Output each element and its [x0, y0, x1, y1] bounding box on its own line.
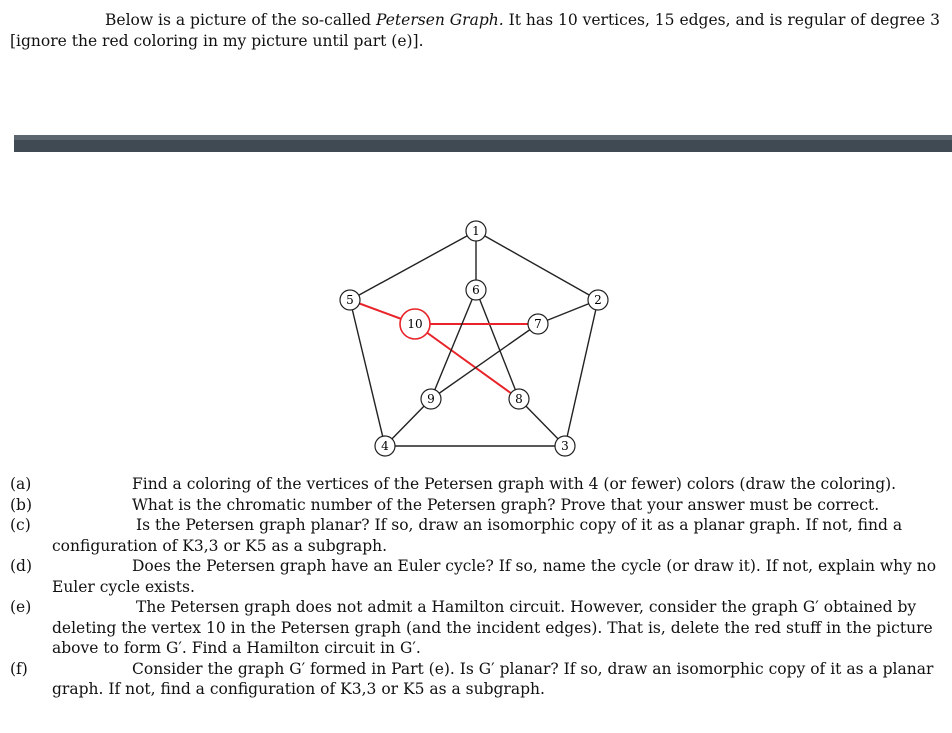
vertex-4: [375, 436, 395, 456]
problem-label: (a): [10, 475, 32, 493]
vertex-label: 1: [472, 224, 480, 238]
problem-text: Consider the graph G′ formed in Part (e). Is G′ planar? If so, draw an isomorphic copy of it as a planar: [132, 659, 934, 678]
intro-italic: Petersen Graph.: [376, 11, 504, 29]
problem-label: (c): [10, 516, 31, 534]
problem-f: [10, 659, 940, 680]
vertex-7: [528, 314, 548, 334]
edge-8-10: [415, 324, 519, 399]
vertex-label: 6: [472, 283, 480, 297]
problem-d-cont: [10, 577, 940, 598]
vertex-6: [466, 280, 486, 300]
problem-text: deleting the vertex 10 in the Petersen graph (and the incident edges). That is, delete the red stuff in the picture: [52, 618, 933, 637]
edge-1-2: [476, 231, 598, 300]
vertex-label: 7: [534, 317, 542, 331]
vertex-10: [400, 309, 430, 339]
problem-text: What is the chromatic number of the Petersen graph? Prove that your answer must be correct.: [132, 495, 880, 514]
intro-text: Below is a picture of the so-called: [105, 11, 377, 29]
vertex-label: 8: [515, 392, 523, 406]
vertex-label: 2: [594, 293, 602, 307]
problem-text: Does the Petersen graph have an Euler cycle? If so, name the cycle (or draw it). If not, explain why no: [132, 557, 937, 575]
problem-c: [10, 515, 940, 536]
vertex-5: [340, 290, 360, 310]
problem-e-cont-1: [10, 618, 940, 639]
problem-a: [10, 474, 940, 495]
vertex-1: [466, 221, 486, 241]
problem-list: [10, 474, 940, 700]
problem-label: (e): [10, 598, 32, 616]
vertex-3: [555, 436, 575, 456]
problem-e: [10, 597, 940, 618]
problem-d: [10, 556, 940, 577]
problem-label: (d): [10, 557, 33, 575]
vertex-8: [509, 389, 529, 409]
problem-text: configuration of K3,3 or K5 as a subgraph.: [52, 536, 388, 555]
problem-text: Euler cycle exists.: [52, 577, 195, 596]
graph-vertices: [340, 221, 608, 456]
vertex-2: [588, 290, 608, 310]
vertex-9: [421, 389, 441, 409]
graph-edges: [350, 231, 598, 446]
problem-text: graph. If not, find a configuration of K3,3 or K5 as a subgraph.: [52, 680, 545, 698]
problem-text: Is the Petersen graph planar? If so, draw an isomorphic copy of it as a planar graph. If not, find a: [136, 516, 903, 534]
vertex-label: 10: [407, 317, 423, 331]
vertex-label: 4: [381, 439, 389, 453]
problem-text: above to form G′. Find a Hamilton circuit in G′.: [52, 639, 421, 657]
edge-2-3: [565, 300, 598, 446]
intro-text-2: It has 10 vertices, 15 edges, and is regular of degree 3: [503, 11, 940, 29]
edge-4-5: [350, 300, 385, 446]
problem-label: (b): [10, 495, 33, 514]
intro-line-2: [ignore the red coloring in my picture until part (e)].: [10, 32, 424, 50]
vertex-label: 3: [561, 439, 569, 453]
problem-f-cont: [10, 679, 940, 700]
problem-text: Find a coloring of the vertices of the Petersen graph with 4 (or fewer) colors (draw the coloring).: [132, 475, 897, 493]
problem-b: [10, 495, 940, 516]
problem-text: The Petersen graph does not admit a Hamilton circuit. However, consider the graph G′ obtained by: [136, 598, 917, 616]
edge-5-1: [350, 231, 476, 300]
vertex-label: 9: [427, 392, 435, 406]
problem-c-cont: [10, 536, 940, 557]
vertex-label: 5: [346, 293, 354, 307]
problem-e-cont-2: [10, 638, 940, 659]
problem-label: (f): [10, 659, 28, 678]
